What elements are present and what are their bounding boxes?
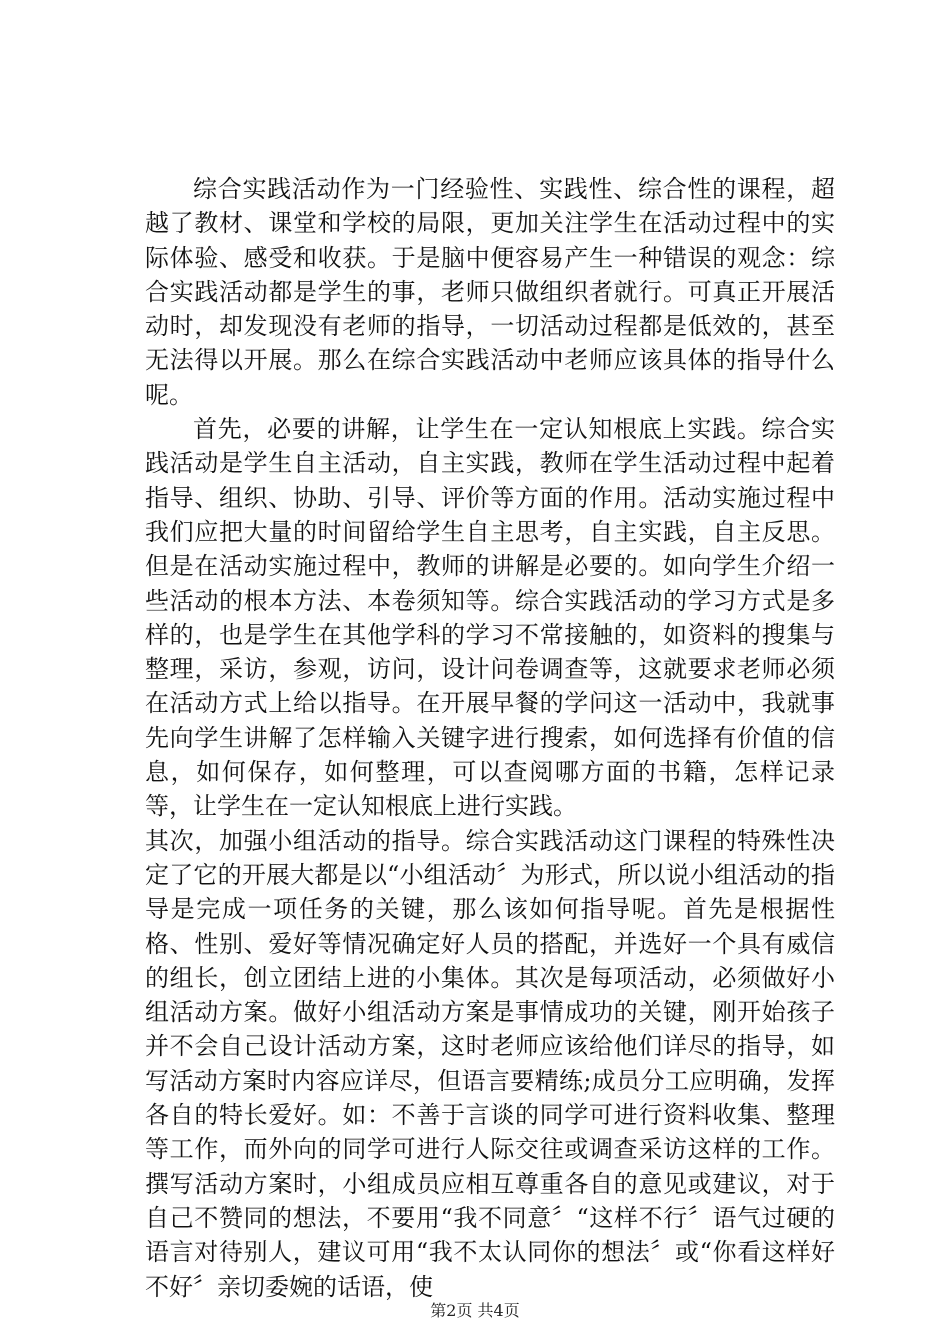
paragraph-second-point: 其次，加强小组活动的指导。综合实践活动这门课程的特殊性决定了它的开展大都是以“小组活动〞为形式，所以说小组活动的指导是完成一项任务的关键，那么该如何指导呢。首先是根据性格、性别、爱好等情况确定好人员的搭配，并选好一个具有威信的组长，创立团结上进的小集体。其次是每项活动，必须做好小组活动方案。做好小组活动方案是事情成功的关键，刚开始孩子并不会自己设计活动方案，这时老师应该给他们详尽的指导，如写活动方案时内容应详尽，但语言要精练;成员分工应明确，发挥各自的特长爱好。如：不善于言谈的同学可进行资料收集、整理等工作，而外向的同学可进行人际交往或调查采访这样的工作。撰写活动方案时，小组成员应相互尊重各自的意见或建议，对于自己不赞同的想法，不要用“我不同意〞“这样不行〞语气过硬的语言对待别人，建议可用“我不太认同你的想法〞或“你看这样好不好〞亲切委婉的话语，使	[145, 826, 835, 1301]
document-body	[145, 172, 835, 1304]
page-footer: 第2页 共4页	[430, 1301, 520, 1320]
paragraph-first-point: 首先，必要的讲解，让学生在一定认知根底上实践。综合实践活动是学生自主活动，自主实践，教师在学生活动过程中起着指导、组织、协助、引导、评价等方面的作用。活动实施过程中我们应把大量的时间留给学生自主思考，自主实践，自主反思。但是在活动实施过程中，教师的讲解是必要的。如向学生介绍一些活动的根本方法、本卷须知等。综合实践活动的学习方式是多样的，也是学生在其他学科的学习不常接触的，如资料的搜集与整理，采访，参观，访问，设计问卷调查等，这就要求老师必须在活动方式上给以指导。在开展早餐的学问这一活动中，我就事先向学生讲解了怎样输入关键字进行搜索，如何选择有价值的信息，如何保存，如何整理，可以查阅哪方面的书籍，怎样记录等，让学生在一定认知根底上进行实践。	[145, 415, 835, 821]
paragraph-intro: 综合实践活动作为一门经验性、实践性、综合性的课程，超越了教材、课堂和学校的局限，更加关注学生在活动过程中的实际体验、感受和收获。于是脑中便容易产生一种错误的观念：综合实践活动都是学生的事，老师只做组织者就行。可真正开展活动时，却发现没有老师的指导，一切活动过程都是低效的，甚至无法得以开展。那么在综合实践活动中老师应该具体的指导什么呢。	[145, 175, 835, 409]
